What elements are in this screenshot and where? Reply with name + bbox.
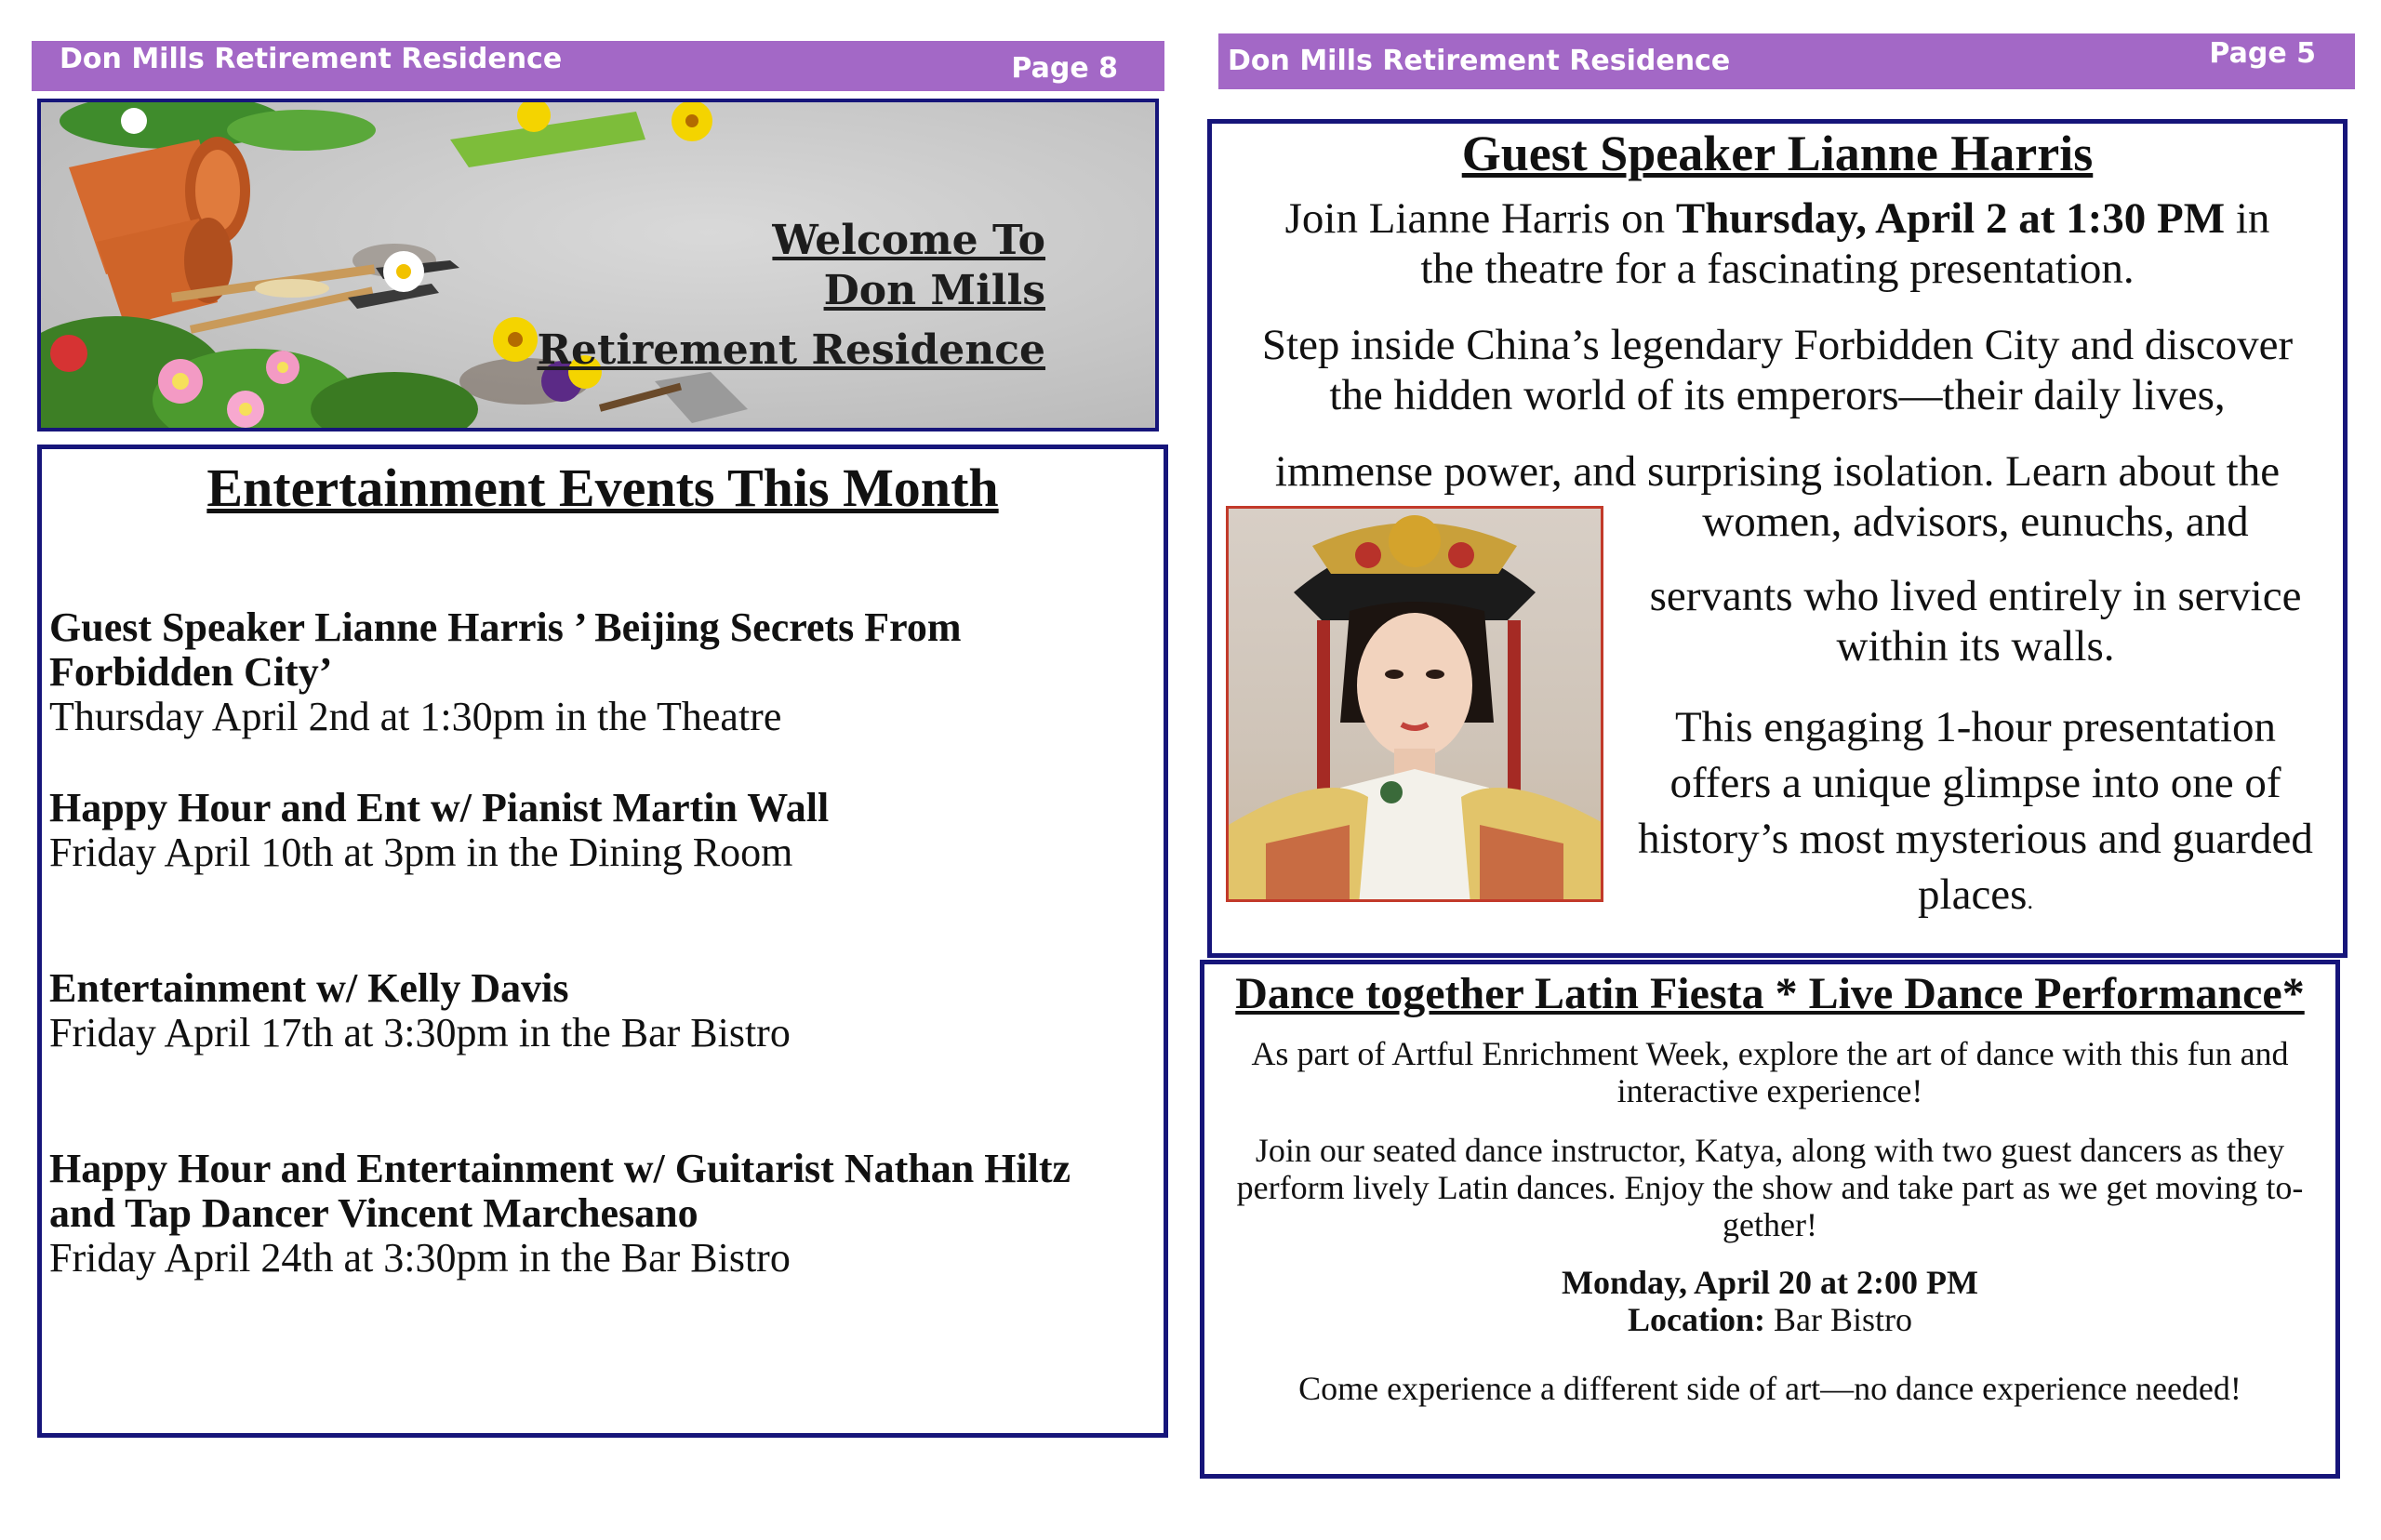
welcome-line-3: Retirement Residence — [537, 326, 1045, 374]
dance-line: perform lively Latin dances. Enjoy the show and take part as we get moving to- — [1236, 1169, 2304, 1206]
event-item — [49, 605, 1165, 739]
guest-speaker-line — [1603, 867, 2348, 929]
right-page-header — [1218, 33, 2355, 89]
dance-title: Dance together Latin Fiesta * Live Dance Performance* — [1235, 969, 2305, 1018]
text-span: Join Lianne Harris on — [1284, 194, 1676, 243]
dance-line: gether! — [1723, 1206, 1817, 1243]
event-title-continued: Forbidden City’ — [49, 649, 333, 695]
empress-portrait — [1226, 506, 1603, 902]
event-item — [49, 1147, 1165, 1281]
guest-speaker-line: This engaging 1-hour presentation — [1674, 703, 2277, 751]
dance-line: interactive experience! — [1616, 1072, 1923, 1109]
guest-speaker-line: servants who lived entirely in service — [1649, 572, 2302, 620]
guest-speaker-line: Step inside China’s legendary Forbidden City and discover — [1261, 321, 2294, 369]
event-detail: Friday April 17th at 3:30pm in the Bar Bistro — [49, 1010, 791, 1055]
guest-speaker-line: women, advisors, eunuchs, and — [1702, 498, 2249, 546]
event-detail: Thursday April 2nd at 1:30pm in the Theatre — [49, 694, 782, 739]
events-title: Entertainment Events This Month — [206, 458, 999, 518]
right-header-org: Don Mills Retirement Residence — [1228, 45, 1731, 77]
guest-speaker-line: offers a unique glimpse into one of — [1669, 759, 2281, 807]
text-span: places — [1918, 870, 2028, 919]
text-span: in — [2225, 194, 2270, 243]
latin-fiesta-box — [1200, 960, 2340, 1479]
guest-speaker-line: history’s most mysterious and guarded — [1638, 815, 2313, 863]
event-item — [49, 966, 1165, 1055]
dance-details — [1204, 1264, 2335, 1338]
dance-paragraph — [1204, 1132, 2335, 1243]
date-highlight: Thursday, April 2 at 1:30 PM — [1675, 194, 2226, 243]
guest-speaker-line: within its walls. — [1836, 622, 2115, 670]
event-title-continued: and Tap Dancer Vincent Marchesano — [49, 1190, 698, 1236]
dance-paragraph — [1204, 1035, 2335, 1109]
event-title: Entertainment w/ Kelly Davis — [49, 965, 569, 1011]
right-header-page-number: Page 5 — [2209, 37, 2316, 70]
dance-location — [1204, 1301, 2335, 1338]
guest-speaker-title: Guest Speaker Lianne Harris — [1461, 126, 2094, 181]
dance-line: As part of Artful Enrichment Week, explore the art of dance with this fun and — [1251, 1035, 2289, 1072]
dance-line: Join our seated dance instructor, Katya, along with two guest dancers as they — [1255, 1132, 2285, 1169]
flower-pot-icon — [69, 137, 250, 325]
guest-speaker-paragraph — [1603, 699, 2348, 929]
empress-portrait-illustration — [1229, 509, 1603, 902]
event-title: Happy Hour and Ent w/ Pianist Martin Wall — [49, 785, 830, 830]
event-detail: Friday April 24th at 3:30pm in the Bar Bistro — [49, 1235, 791, 1281]
left-header-page-number: Page 8 — [1011, 52, 1118, 85]
welcome-line-1: Welcome To — [772, 217, 1045, 264]
event-title: Happy Hour and Entertainment w/ Guitarist Nathan Hiltz — [49, 1146, 1071, 1191]
event-title: Guest Speaker Lianne Harris ’ Beijing Secrets From — [49, 604, 962, 650]
welcome-line-2: Don Mills — [823, 267, 1045, 314]
dance-closing: Come experience a different side of art—no dance experience needed! — [1298, 1370, 2241, 1407]
entertainment-events-box — [37, 445, 1168, 1438]
dance-date: Monday, April 20 at 2:00 PM — [1562, 1264, 1978, 1301]
event-item — [49, 786, 1165, 875]
guest-speaker-line — [1207, 193, 2348, 244]
period: . — [2027, 887, 2033, 914]
guest-speaker-line: the theatre for a fascinating presentation. — [1420, 245, 2135, 293]
left-page-header — [32, 41, 1164, 91]
guest-speaker-line: immense power, and surprising isolation. Learn about the — [1274, 447, 2281, 496]
guest-speaker-line: the hidden world of its emperors—their daily lives, — [1329, 371, 2226, 419]
guest-speaker-paragraph — [1603, 571, 2348, 671]
welcome-banner — [37, 99, 1159, 431]
location-value: Bar Bistro — [1765, 1301, 1912, 1338]
event-detail: Friday April 10th at 3pm in the Dining Room — [49, 830, 793, 875]
guest-speaker-paragraph — [1207, 320, 2348, 420]
location-label: Location: — [1628, 1301, 1765, 1338]
left-header-org: Don Mills Retirement Residence — [60, 43, 563, 75]
guest-speaker-paragraph — [1207, 193, 2348, 294]
